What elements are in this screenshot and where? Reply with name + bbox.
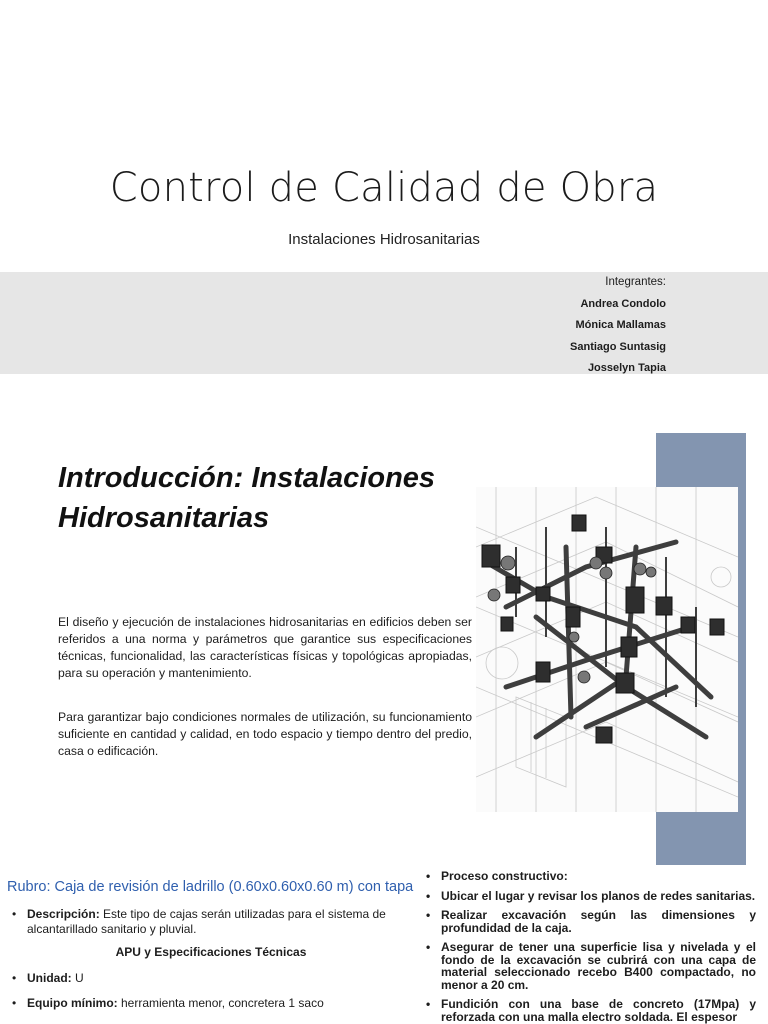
spec-list-left (12, 907, 410, 1019)
bullet: • (426, 869, 431, 883)
presentation-subtitle: Instalaciones Hidrosanitarias (288, 231, 480, 248)
list-item (426, 998, 756, 1023)
presentation-title: Control de Calidad de Obra (109, 165, 659, 211)
intro-paragraph-2: Para garantizar bajo condiciones normales de utilización, su funcionamiento suficiente en cantidad y calidad, en todo espacio y tiempo dentro del predio, casa o edificación. (58, 710, 472, 758)
bullet: • (12, 996, 17, 1010)
plumbing-isometric-image (476, 487, 738, 812)
bullet: • (12, 907, 17, 921)
specification-slide (0, 860, 768, 1024)
members-label: Integrantes: (605, 276, 666, 288)
item-text: Realizar excavación según las dimensiones y profundidad de la caja. (441, 908, 756, 935)
title-slide (0, 0, 768, 400)
rubro-heading: Rubro: Caja de revisión de ladrillo (0.60x0.60x0.60 m) con tapa (7, 879, 414, 895)
spec-list-right (426, 870, 756, 1024)
list-item (426, 941, 756, 991)
bullet: • (426, 908, 431, 922)
item-text: Proceso constructivo: (441, 869, 568, 883)
unidad-text: U (71, 971, 84, 985)
descripcion-label: Descripción: (27, 907, 100, 921)
members-list (570, 272, 666, 380)
introduction-slide (0, 410, 768, 850)
equipo-label: Equipo mínimo: (27, 996, 118, 1010)
plumbing-drawing (476, 487, 738, 812)
equipo-text: herramienta menor, concretera 1 saco (117, 996, 324, 1010)
member-name: Santiago Suntasig (570, 340, 666, 353)
descripcion-text: Este tipo de cajas serán utilizadas para el sistema de alcantarillado sanitario y pluvial. (27, 907, 386, 936)
bullet: • (426, 997, 431, 1011)
intro-title-line1: Introducción: Instalaciones (58, 462, 436, 494)
member-name: Josselyn Tapia (587, 362, 666, 374)
member-name: Mónica Mallamas (575, 319, 666, 331)
unidad-label: Unidad: (27, 971, 72, 985)
intro-title-line2: Hidrosanitarias (58, 502, 270, 534)
list-item (426, 909, 756, 934)
intro-title (58, 458, 458, 538)
item-text: Asegurar de tener una superficie lisa y nivelada y el fondo de la excavación se cubrirá con una capa de material seleccionado recebo B400 compactado, no menor a 20 cm. (441, 940, 756, 992)
item-text: Fundición con una base de concreto (17Mpa) y reforzada con una malla electro soldada. El espesor (441, 997, 756, 1024)
bullet: • (12, 971, 17, 985)
list-item (12, 996, 410, 1011)
list-item (12, 971, 410, 986)
list-item (426, 870, 756, 883)
bullet: • (426, 888, 431, 903)
intro-paragraph-1: El diseño y ejecución de instalaciones hidrosanitarias en edificios deben ser referidos a una norma y parámetros que garantice sus especificaciones técnicas, funcionalidad, las características físicas y topológicas apropiadas, para su operación y mantenimiento. (58, 615, 472, 680)
member-name: Andrea Condolo (580, 297, 666, 310)
item-text: Ubicar el lugar y revisar los planos de redes sanitarias. (441, 888, 756, 903)
bullet: • (426, 940, 431, 954)
apu-heading: APU y Especificaciones Técnicas (115, 945, 307, 959)
list-item (12, 907, 410, 937)
list-item (426, 890, 756, 903)
